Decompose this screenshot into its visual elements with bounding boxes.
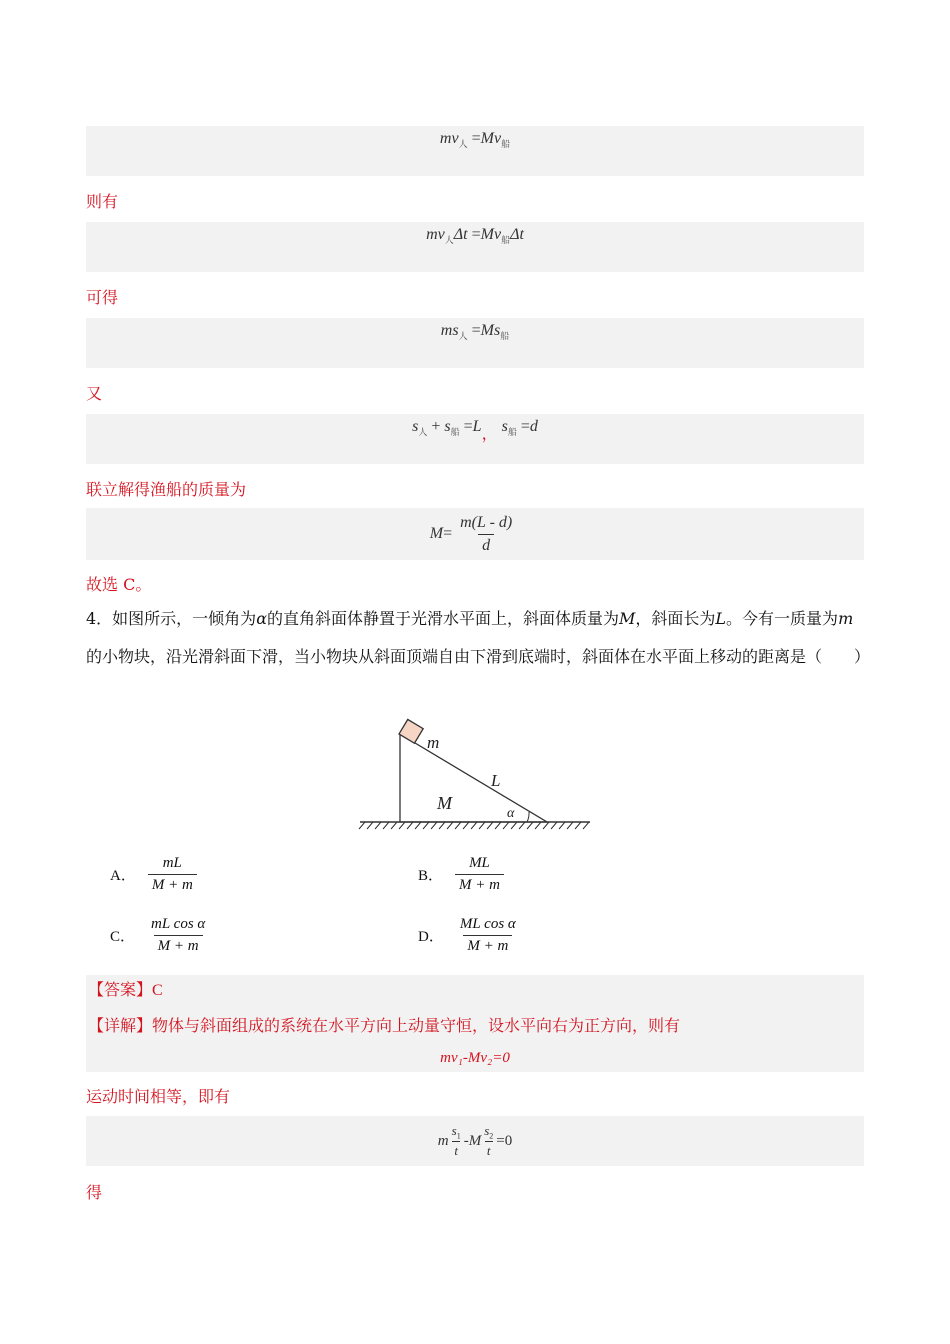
option-b-fraction: [455, 855, 504, 894]
eq4-d-sub: 船: [507, 427, 517, 437]
eq2-lhs: mv: [426, 226, 445, 243]
question-text-2: 的直角斜面体静置于光滑水平面上，斜面体质量为: [267, 609, 620, 628]
option-b-den: M + m: [455, 874, 504, 894]
option-c-label: C．: [110, 929, 136, 945]
eq4-d: s: [501, 418, 508, 435]
question-text-3: ，斜面长为: [635, 609, 716, 628]
option-c-num: mL cos α: [151, 916, 206, 932]
eq4-b-sub: 船: [450, 427, 460, 437]
equation-box-4: [86, 414, 864, 464]
detail-line: [88, 1016, 680, 1036]
eq3-rhs: Ms: [480, 322, 501, 339]
ground-hatch: [359, 822, 589, 829]
question-alpha: α: [256, 609, 267, 628]
option-a-fraction: [148, 855, 197, 894]
eq3-equals: =: [467, 322, 481, 339]
eq1-lhs-sub: 人: [458, 139, 468, 149]
answer-line: [88, 980, 163, 1001]
eq4-comma: ，: [481, 426, 498, 443]
equation-box-5: [86, 508, 864, 560]
option-b-label: B．: [418, 868, 444, 884]
option-a-den: M + m: [148, 874, 197, 894]
eq7-frac-2: [482, 1123, 495, 1160]
eq7-frac-1: [450, 1123, 463, 1160]
option-d-label: D．: [418, 929, 444, 945]
eq4-e: d: [529, 418, 538, 435]
eq7-equals: =0: [496, 1132, 513, 1149]
eq7-m: m: [437, 1132, 449, 1149]
option-d-den: M + m: [463, 935, 512, 955]
option-d[interactable]: [418, 916, 524, 955]
eq4-equals-2: =: [516, 418, 530, 435]
option-d-num: ML cos α: [459, 916, 516, 932]
label-M: M: [437, 793, 452, 813]
question-text-5: 的小物块，沿光滑斜面下滑，当小物块从斜面顶端自由下滑到底端时，斜面体在水平面上移动的距离是（ ）: [86, 647, 871, 666]
eq7-s1: s: [451, 1122, 457, 1138]
eq3-lhs-sub: 人: [458, 331, 468, 341]
eq7-s2-sub: 2: [489, 1131, 494, 1141]
eq5-equals: =: [443, 525, 453, 542]
option-c-fraction: [147, 916, 209, 955]
equation-box-1: [86, 126, 864, 176]
question-L: L: [715, 609, 727, 628]
text-you: 又: [86, 384, 103, 403]
eq4-c: L: [472, 418, 482, 435]
equation-box-3: [86, 318, 864, 368]
eq5-fraction: [456, 514, 516, 555]
answer-value: C: [152, 982, 163, 999]
eq2-lhs-sub: 人: [444, 235, 454, 245]
option-c[interactable]: [110, 916, 213, 955]
eq4-a: s: [412, 418, 419, 435]
eq7-t2: t: [486, 1143, 491, 1159]
option-c-den: M + m: [154, 935, 203, 955]
eq2-equals: =: [467, 226, 481, 243]
eq4-plus: +: [427, 418, 445, 435]
eq1-rhs-sub: 船: [501, 139, 511, 149]
question-4: [86, 600, 871, 676]
text-yundong: 运动时间相等，即有: [86, 1087, 231, 1106]
label-m: m: [427, 733, 440, 752]
eq4-equals-1: =: [459, 418, 473, 435]
text-de: 得: [86, 1183, 103, 1202]
text-guxuan: 故选 C。: [86, 575, 152, 594]
angle-arc: [527, 812, 529, 822]
eq7-t1: t: [454, 1143, 458, 1159]
option-a[interactable]: [110, 855, 201, 894]
eq1-rhs: Mv: [480, 130, 502, 147]
question-text-4: 。今有一质量为: [726, 609, 839, 628]
eq7-s2: s: [484, 1122, 490, 1138]
label-L: L: [491, 771, 501, 790]
detail-tag: 【详解】: [88, 1016, 153, 1035]
eq3-rhs-sub: 船: [500, 331, 510, 341]
eq2-lhs-tail: Δt: [453, 226, 468, 243]
option-b[interactable]: [418, 855, 508, 894]
eq2-rhs-tail: Δt: [510, 226, 524, 243]
question-m: m: [838, 609, 854, 628]
equation-6: mv₁-Mv₂=0: [440, 1050, 510, 1066]
eq4-b: s: [444, 418, 451, 435]
block: [399, 719, 423, 743]
eq2-rhs-sub: 船: [501, 235, 511, 245]
equation-box-7: [86, 1116, 864, 1166]
option-b-num: ML: [469, 855, 490, 871]
answer-tag: 【答案】: [88, 980, 153, 999]
eq1-lhs: mv: [439, 130, 459, 147]
incline-triangle: [400, 734, 547, 822]
incline-figure: [355, 712, 595, 837]
eq5-numerator: m(L - d): [460, 513, 513, 531]
eq5-lhs: M: [429, 525, 444, 542]
question-M: M: [619, 609, 636, 628]
text-kede: 可得: [86, 288, 119, 307]
option-a-label: A．: [110, 868, 136, 884]
text-lianli: 联立解得渔船的质量为: [86, 480, 247, 499]
option-d-fraction: [456, 916, 520, 955]
text-zeyou: 则有: [86, 192, 119, 211]
question-text-1: 4．如图所示，一倾角为: [86, 609, 257, 628]
equation-box-2: [86, 222, 864, 272]
eq4-a-sub: 人: [418, 427, 428, 437]
eq1-equals: =: [467, 130, 481, 147]
eq5-denominator: d: [478, 534, 494, 555]
eq2-rhs: Mv: [480, 226, 502, 243]
eq3-lhs: ms: [440, 322, 459, 339]
eq7-minus: -: [463, 1132, 469, 1149]
detail-text: 物体与斜面组成的系统在水平方向上动量守恒，设水平向右为正方向，则有: [152, 1016, 681, 1035]
option-a-num: mL: [162, 855, 182, 871]
label-alpha: α: [507, 806, 515, 821]
eq7-s1-sub: 1: [456, 1131, 461, 1141]
eq7-M: M: [468, 1132, 482, 1149]
